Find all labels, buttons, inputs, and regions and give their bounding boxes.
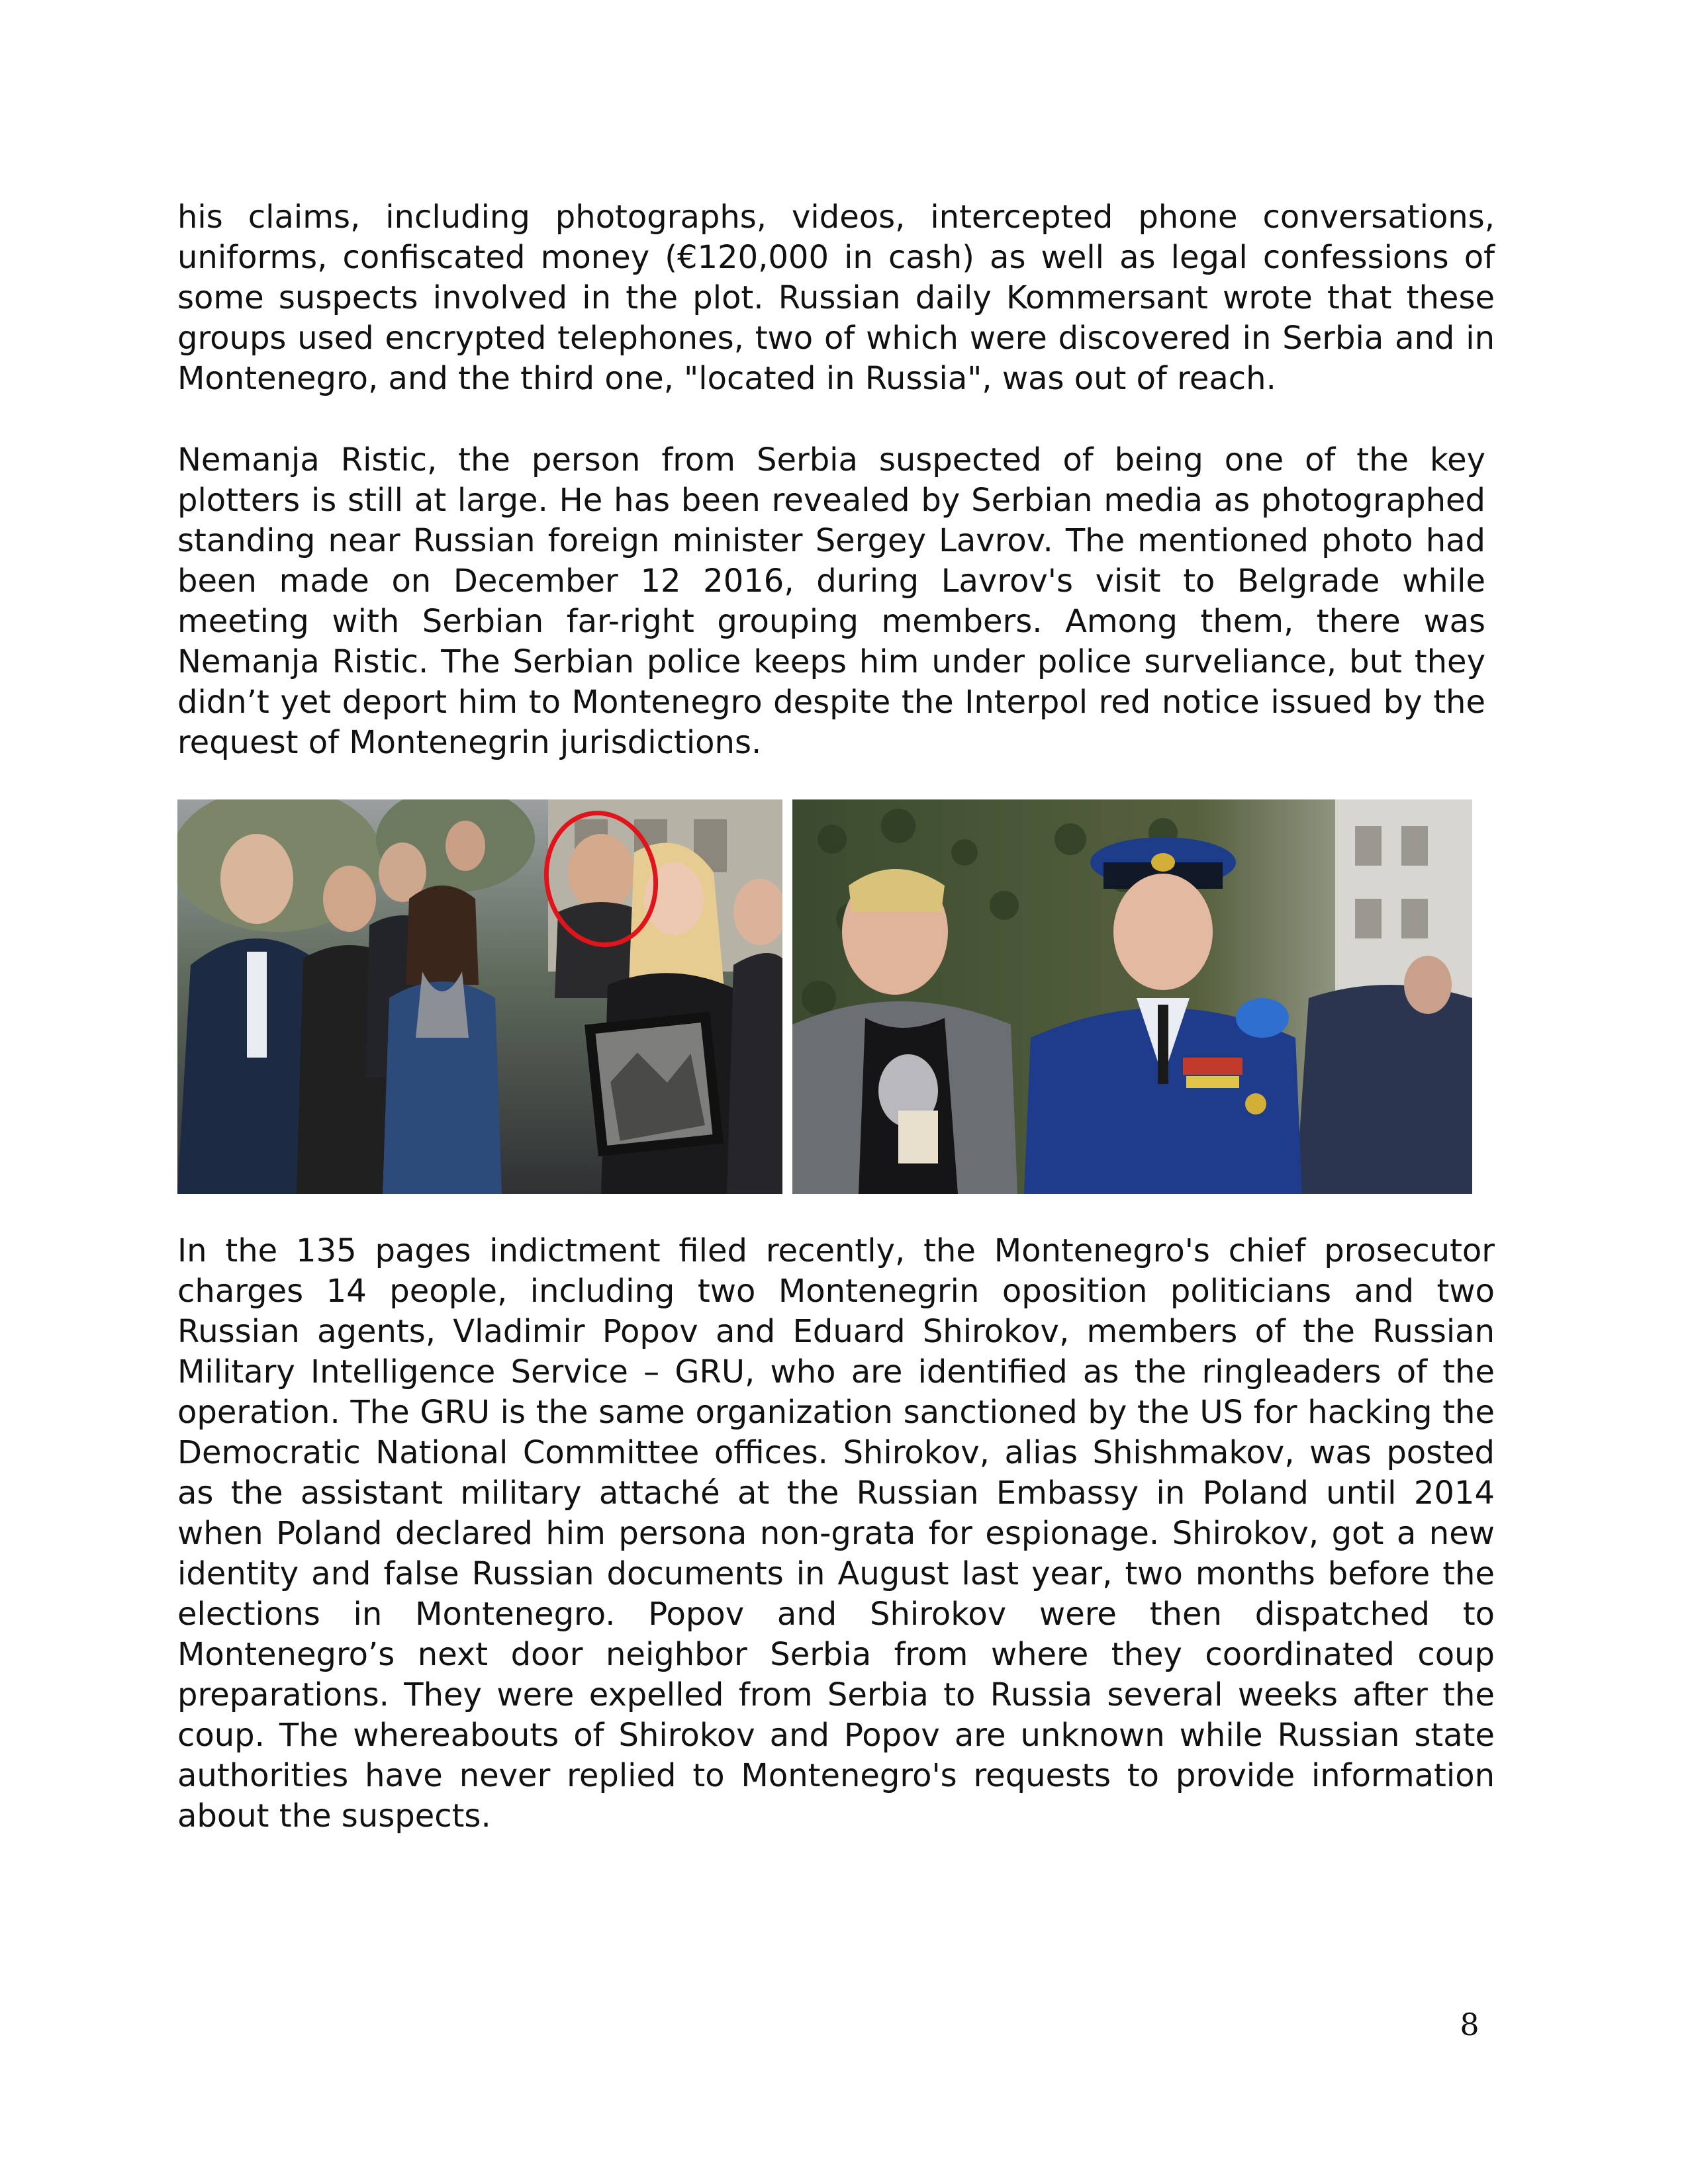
photo-lavrov-group-image	[177, 799, 782, 1194]
paragraph-nemanja-ristic: Nemanja Ristic, the person from Serbia suspected of being one of the key plotters is still at large. He has been revealed by Serbian media as photographed standing near Russian foreign minister Sergey Lavrov. The mentioned photo had been made on December 12 2016, during Lavrov's visit to Belgrade while meeting with Serbian far-right grouping members. Among them, there was Nemanja Ristic. The Serbian police keeps him under police surveliance, but they didn’t yet deport him to Montenegro despite the Interpol red notice issued by the request of Montenegrin jurisdictions.	[177, 441, 1485, 761]
photo-ristic-with-officer-image	[792, 799, 1472, 1194]
page-number: 8	[1460, 2007, 1479, 2042]
paragraph-evidence-claims: his claims, including photographs, videos, intercepted phone conversations, uniforms, confiscated money (€120,000 in cash) as well as legal confessions of some suspects involved in the plot. Russian daily Kommersant wrote that these groups used encrypted telephones, two of which were discovered in Serbia and in Montenegro, and the third one, "located in Russia", was out of reach.	[177, 199, 1495, 397]
paragraph-indictment: In the 135 pages indictment filed recently, the Montenegro's chief prosecutor charges 14 people, including two Montenegrin oposition politicians and two Russian agents, Vladimir Popov and Eduard Shirokov, members of the Russian Military Intelligence Service – GRU, who are identified as the ringleaders of the operation. The GRU is the same organization sanctioned by the US for hacking the Democratic National Committee offices. Shirokov, alias Shishmakov, was posted as the assistant military attaché at the Russian Embassy in Poland until 2014 when Poland declared him persona non-grata for espionage. Shirokov, got a new identity and false Russian documents in August last year, two months before the elections in Montenegro. Popov and Shirokov were then dispatched to Montenegro’s next door neighbor Serbia from where they coordinated coup preparations. They were expelled from Serbia to Russia several weeks after the coup. The whereabouts of Shirokov and Popov are unknown while Russian state authorities have never replied to Montenegro's requests to provide information about the suspects.	[177, 1232, 1495, 1835]
photo-lavrov-group	[177, 799, 782, 1194]
photo-ristic-with-officer	[792, 799, 1472, 1194]
